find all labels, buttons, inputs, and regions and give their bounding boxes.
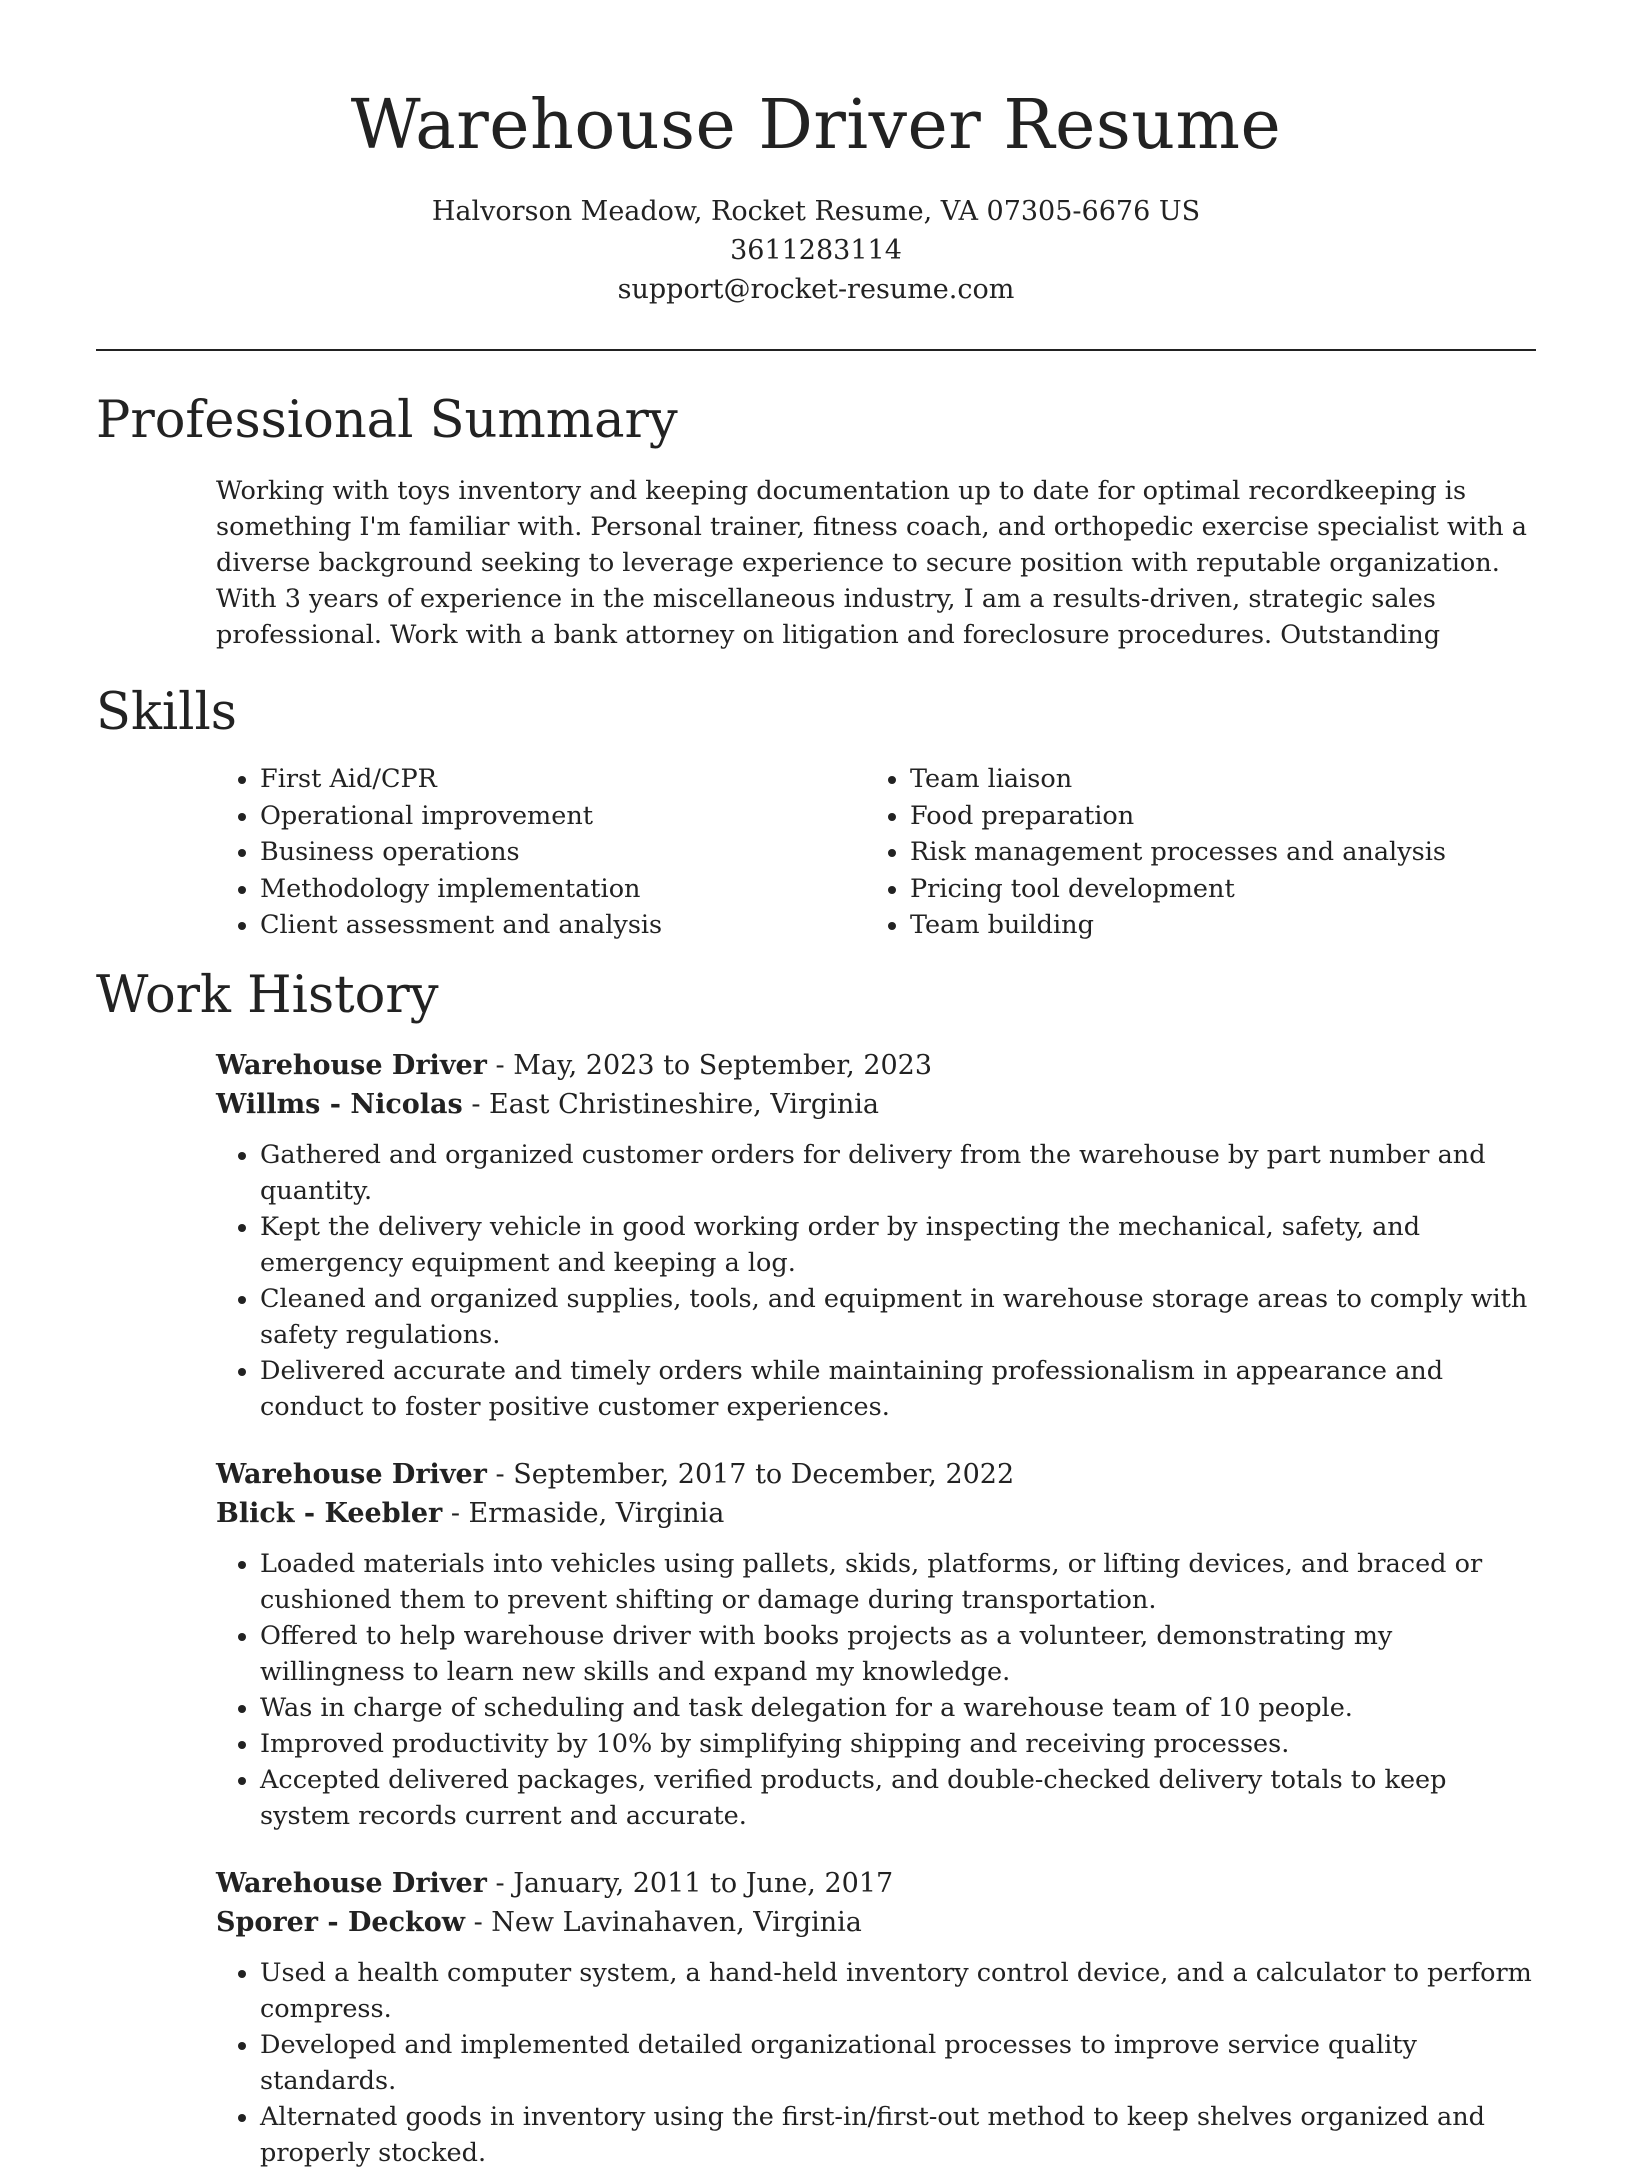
job-title-line xyxy=(216,1864,1536,1904)
summary-heading: Professional Summary xyxy=(96,391,678,450)
job-bullet: • Developed and implemented detailed organizational processes to improve service quality standards. xyxy=(260,2027,1536,2099)
job-company-line xyxy=(216,1085,1536,1125)
job-bullet: • Was in charge of scheduling and task delegation for a warehouse team of 10 people. xyxy=(260,1690,1536,1726)
job-title-line xyxy=(216,1046,1536,1086)
contact-phone: 3611283114 xyxy=(730,235,902,266)
header-divider xyxy=(96,349,1536,351)
contact-block xyxy=(96,192,1536,309)
skill-item: • Operational improvement xyxy=(260,798,866,835)
job-bullet: • Kept the delivery vehicle in good working order by inspecting the mechanical, safety, and emergency equipment and keeping a log. xyxy=(260,1209,1536,1281)
skill-item: • Food preparation xyxy=(910,798,1446,835)
work-history-heading: Work History xyxy=(96,965,439,1025)
job-entry xyxy=(216,1046,1536,1425)
job-header xyxy=(216,1864,1536,1943)
job-bullet: • Used a health computer system, a hand-held inventory control device, and a calculator to perform compress. xyxy=(260,1955,1536,2027)
job-bullet: • Alternated goods in inventory using the first-in/first-out method to keep shelves organized and properly stocked. xyxy=(260,2099,1536,2171)
job-header xyxy=(216,1455,1536,1534)
job-header xyxy=(216,1046,1536,1125)
job-bullet: • Loaded materials into vehicles using pallets, skids, platforms, or lifting devices, and braced or cushioned them to prevent shifting or damage during transportation. xyxy=(260,1546,1536,1618)
contact-address: Halvorson Meadow, Rocket Resume, VA 07305-6676 US xyxy=(431,196,1201,227)
job-bullets xyxy=(216,1137,1536,1425)
skill-item: • Team building xyxy=(910,907,1446,944)
skill-item: • Methodology implementation xyxy=(260,871,866,908)
job-bullets xyxy=(216,1955,1536,2171)
job-title-line xyxy=(216,1455,1536,1495)
skill-item: • Client assessment and analysis xyxy=(260,907,866,944)
skills-column-left xyxy=(216,761,866,944)
job-entry xyxy=(216,1864,1536,2171)
skill-item: • Business operations xyxy=(260,834,866,871)
skill-item: • Team liaison xyxy=(910,761,1446,798)
job-bullet: • Cleaned and organized supplies, tools, and equipment in warehouse storage areas to comply with safety regulations. xyxy=(260,1281,1536,1353)
skills-list xyxy=(216,761,1536,944)
job-company-line xyxy=(216,1494,1536,1534)
job-company: Blick - Keebler xyxy=(216,1498,443,1529)
skills-column-right xyxy=(866,761,1446,944)
job-company: Willms - Nicolas xyxy=(216,1089,463,1120)
skills-heading: Skills xyxy=(96,683,237,742)
job-dates: - September, 2017 to December, 2022 xyxy=(486,1458,1015,1490)
job-location: - Ermaside, Virginia xyxy=(442,1498,725,1529)
contact-email: support@rocket-resume.com xyxy=(617,274,1015,305)
job-title: Warehouse Driver xyxy=(216,1049,487,1081)
skill-item: • Risk management processes and analysis xyxy=(910,834,1446,871)
job-dates: - January, 2011 to June, 2017 xyxy=(486,1867,894,1899)
job-entry xyxy=(216,1455,1536,1834)
job-bullet: • Offered to help warehouse driver with books projects as a volunteer, demonstrating my willingness to learn new skills and expand my knowledge. xyxy=(260,1618,1536,1690)
job-title: Warehouse Driver xyxy=(216,1458,487,1490)
job-location: - East Christineshire, Virginia xyxy=(462,1089,879,1120)
resume-page xyxy=(96,0,1536,2171)
resume-title: Warehouse Driver Resume xyxy=(350,86,1282,165)
job-company-line xyxy=(216,1903,1536,1943)
job-bullet: • Accepted delivered packages, verified products, and double-checked delivery totals to keep system records current and accurate. xyxy=(260,1762,1536,1834)
job-bullet: • Improved productivity by 10% by simplifying shipping and receiving processes. xyxy=(260,1726,1536,1762)
job-title: Warehouse Driver xyxy=(216,1867,487,1899)
job-company: Sporer - Deckow xyxy=(216,1907,466,1938)
job-bullet: • Gathered and organized customer orders for delivery from the warehouse by part number and quantity. xyxy=(260,1137,1536,1209)
skill-item: • First Aid/CPR xyxy=(260,761,866,798)
resume-header xyxy=(96,0,1536,309)
job-dates: - May, 2023 to September, 2023 xyxy=(486,1049,933,1081)
skill-item: • Pricing tool development xyxy=(910,871,1446,908)
summary-text: Working with toys inventory and keeping documentation up to date for optimal recordkeeping is something I'm familiar with. Personal trainer, fitness coach, and orthopedic exercise specialist with a diverse background seeking to leverage experience to secure position with reputable organization. With 3 years of experience in the miscellaneous industry, I am a results-driven, strategic sales professional. Work with a bank attorney on litigation and foreclosure procedures. Outstanding xyxy=(216,476,1527,650)
job-location: - New Lavinahaven, Virginia xyxy=(465,1907,862,1938)
job-bullets xyxy=(216,1546,1536,1834)
job-bullet: • Delivered accurate and timely orders while maintaining professionalism in appearance and conduct to foster positive customer experiences. xyxy=(260,1353,1536,1425)
